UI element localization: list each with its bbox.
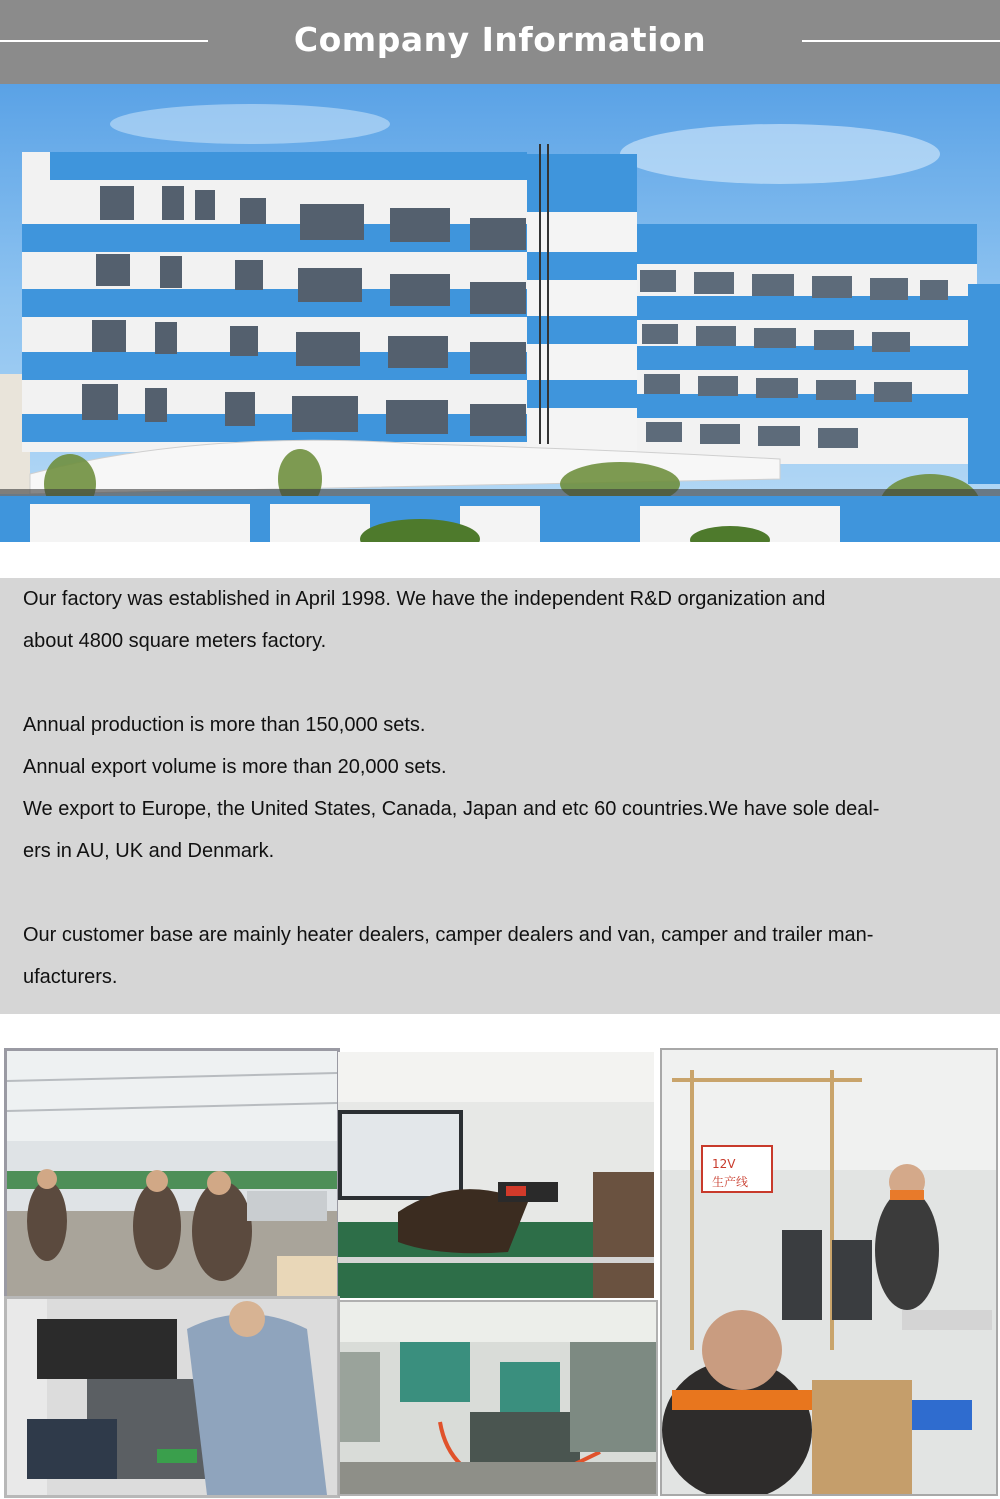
- section-header: [0, 0, 1000, 84]
- company-info-panel: [0, 578, 1000, 1014]
- header-divider-right: [802, 40, 1000, 42]
- info-paragraph: ers in AU, UK and Denmark.: [23, 840, 275, 862]
- info-paragraph: Annual export volume is more than 20,000 sets.: [23, 756, 447, 778]
- info-paragraph: Our factory was established in April 1998. We have the independent R&D organization and: [23, 588, 826, 610]
- production-line-sign: 12V: [712, 1157, 736, 1171]
- info-paragraph: Our customer base are mainly heater dealers, camper dealers and van, camper and trailer man-: [23, 924, 874, 946]
- factory-building-photo: [0, 84, 1000, 542]
- info-paragraph: ufacturers.: [23, 966, 118, 988]
- info-paragraph: Annual production is more than 150,000 sets.: [23, 714, 426, 736]
- production-line-12v-photo: [660, 1048, 998, 1496]
- info-paragraph: about 4800 square meters factory.: [23, 630, 327, 652]
- assembly-line-workers-photo: [4, 1048, 340, 1300]
- factory-building-illustration: [0, 84, 1000, 542]
- testing-bench-photo: [338, 1052, 654, 1298]
- page-title: Company Information: [293, 20, 707, 59]
- machine-operator-photo: [4, 1296, 340, 1498]
- workshop-machinery-photo: [338, 1300, 658, 1496]
- info-paragraph: We export to Europe, the United States, Canada, Japan and etc 60 countries.We have sole deal-: [23, 798, 880, 820]
- workshop-photo-grid: [0, 1046, 1000, 1499]
- production-line-sign-cn: 生产线: [712, 1175, 749, 1189]
